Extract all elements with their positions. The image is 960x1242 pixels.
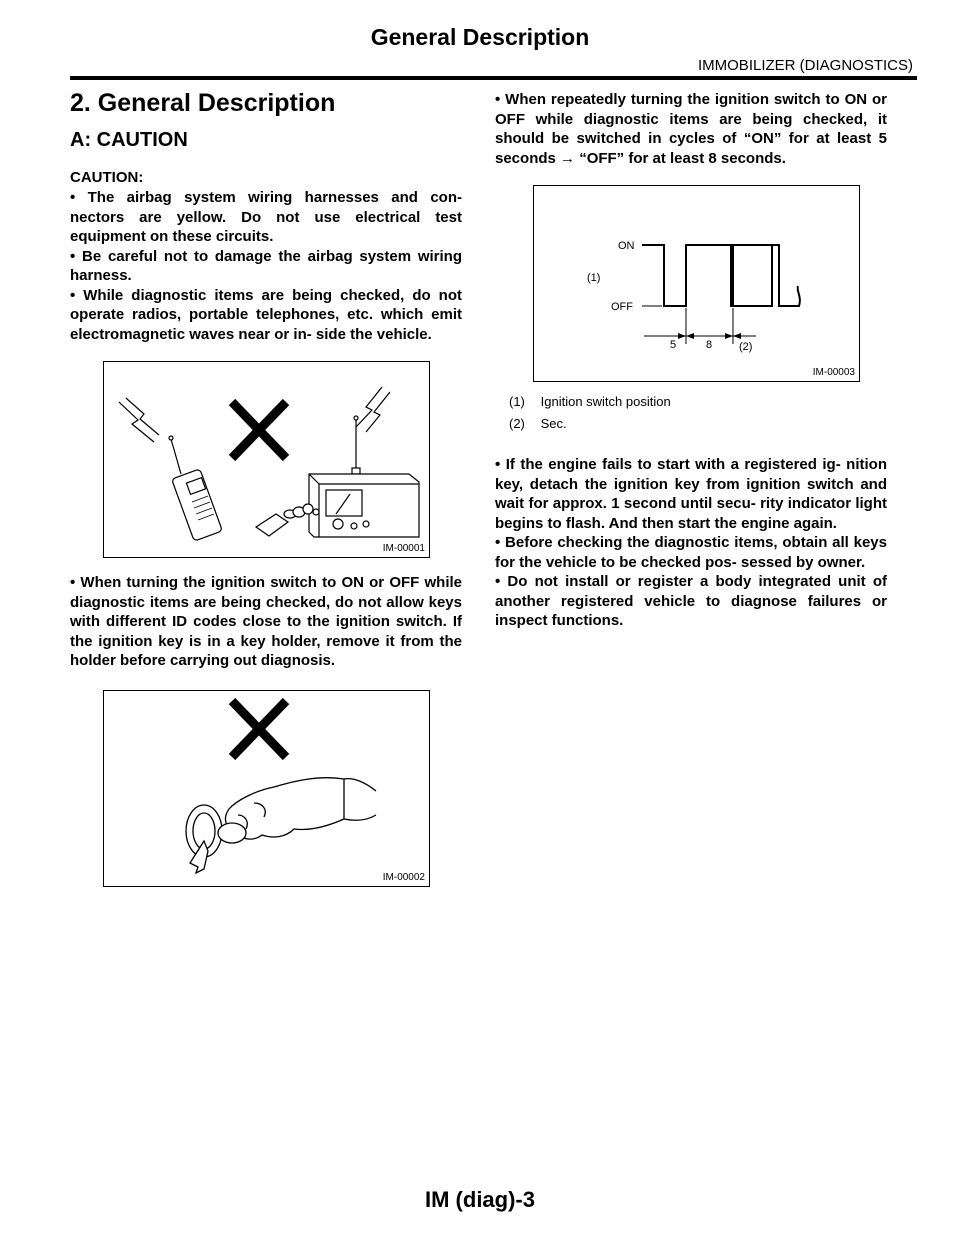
caution-bullet-body-unit: • Do not install or register a body integrated unit of another registered vehicle to diagnose failures or inspect functions.: [495, 573, 887, 629]
left-column: [70, 88, 462, 887]
ignition-timing-diagram: [534, 186, 859, 381]
caution-heading: CAUTION:: [70, 169, 144, 186]
legend-text: Ignition switch position: [540, 394, 671, 409]
caution-bullet-airbag-harness: • The airbag system wiring harnesses and con- nectors are yellow. Do not use electrical test equipment on these circuits.: [70, 189, 462, 245]
legend-text: Sec.: [540, 416, 567, 431]
legend-number: (2): [509, 416, 525, 431]
mobile-phone-icon: [169, 436, 222, 541]
figure-ignition-timing: [533, 185, 860, 382]
label-off: OFF: [611, 301, 633, 313]
callout-2: (2): [739, 341, 753, 353]
figure-legend: [509, 391, 887, 435]
figure-no-radio: [103, 361, 430, 558]
ignition-signal-trace: [642, 245, 800, 306]
caution-bullet-airbag-damage: • Be careful not to damage the airbag system wiring harness.: [70, 247, 462, 284]
subsection-title: A: CAUTION: [70, 129, 188, 151]
caution-bullet-obtain-keys: • Before checking the diagnostic items, obtain all keys for the vehicle to be checked pos- sessed by owner.: [495, 534, 887, 571]
section-title: 2. General Description: [70, 89, 336, 117]
caution-bullet-switch-cycle: • When repeatedly turning the ignition switch to ON or OFF while diagnostic items are being checked, it should be switched in cycles of “ON” for at least 5 seconds → “OFF” for at least 8 seconds.: [495, 91, 887, 167]
hand-key-illustration: [104, 691, 429, 886]
caution-bullet-radios: • While diagnostic items are being checked, do not operate radios, portable telephones, etc. which emit electromagnetic waves near or in- side the vehicle.: [70, 286, 462, 343]
legend-item: [509, 413, 887, 435]
radio-phone-illustration: [104, 362, 429, 557]
caution-bullet-keys: • When turning the ignition switch to ON or OFF while diagnostic items are being checked, do not allow keys with different ID codes close to the ignition switch. If the ignition key is in a key holder, remove it from the holder before carrying out diagnosis.: [70, 574, 462, 669]
hand-icon: [225, 777, 376, 838]
header-rule: [70, 76, 917, 80]
prohibited-x-icon: [232, 701, 286, 757]
label-on: ON: [618, 240, 635, 252]
key-fob-icon: [256, 504, 313, 536]
caution-bullet-engine-fails: • If the engine fails to start with a registered ig- nition key, detach the ignition key from ignition switch and wait for approx. 1 second until secu- rity indicator light begins to flash. And then start the engine again.: [495, 456, 887, 532]
page-number: IM (diag)-3: [425, 1187, 535, 1212]
figure-id-3: IM-00003: [812, 367, 855, 378]
prohibited-x-icon: [232, 402, 286, 458]
legend-item: [509, 391, 887, 413]
figure-id-1: IM-00001: [382, 543, 425, 554]
label-8-seconds: 8: [706, 339, 713, 351]
legend-number: (1): [509, 394, 525, 409]
figure-id-2: IM-00002: [382, 871, 425, 883]
figure-no-key: [103, 690, 430, 887]
right-column: [495, 88, 887, 631]
chapter-subtitle: IMMOBILIZER (DIAGNOSTICS): [697, 57, 913, 74]
page-title: General Description: [370, 24, 590, 50]
callout-1: (1): [587, 272, 601, 284]
label-5-seconds: 5: [670, 339, 677, 351]
radio-icon: [309, 416, 419, 537]
